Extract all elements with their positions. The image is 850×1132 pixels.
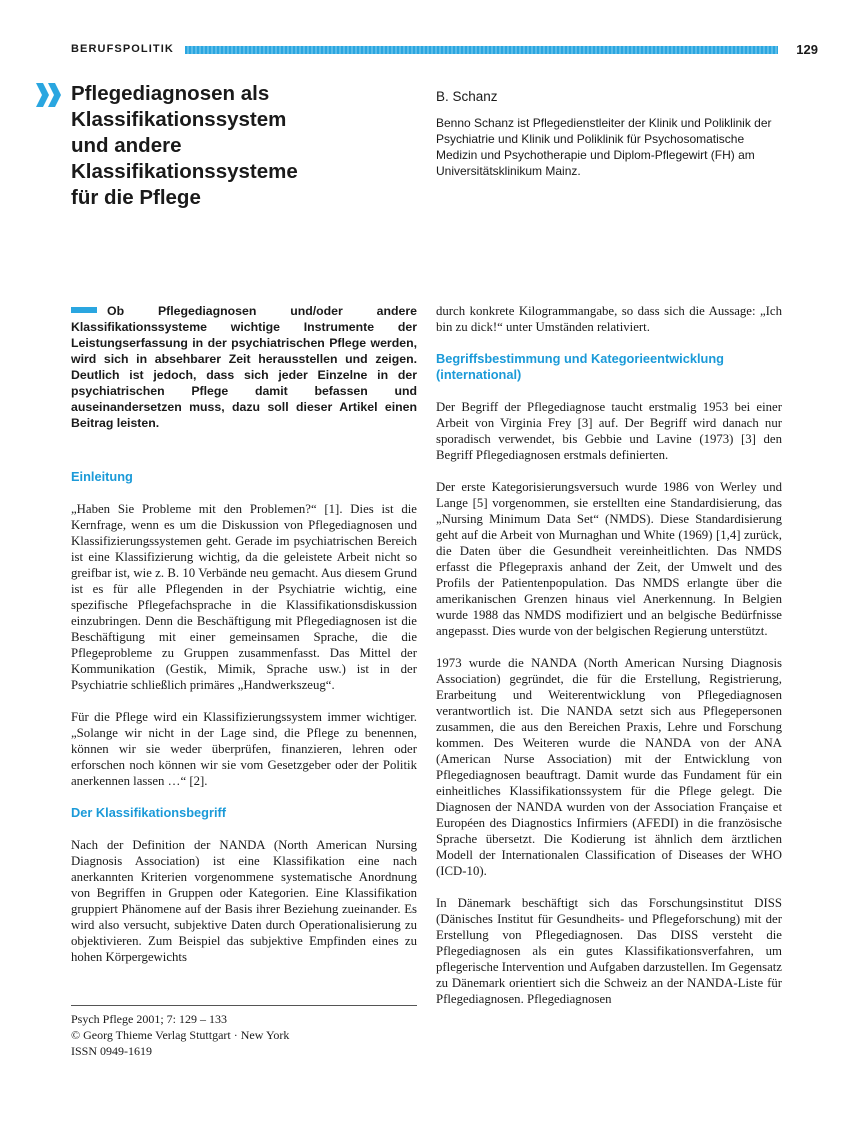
title-line: Klassifikationssystem [71,108,287,131]
heading-einleitung: Einleitung [71,469,133,484]
heading-klassifikationsbegriff: Der Klassifikationsbegriff [71,805,227,820]
footer-journal: Psych Pflege 2001; 7: 129 – 133 [71,1012,227,1026]
paragraph: 1973 wurde die NANDA (North American Nursing Diagnosis Association) gegründet, die für die Erstellung, Registrierung, Erarbeitung und Weiterentwicklung von Pflegediagnosen verantwortlich ist. Die NANDA setzt sich aus Pflegepersonen zusammen, die aus den Bereichen Praxis, Lehre und Forschung kommen. Des Weiteren wurde die NANDA von der ANA (American Nurse Association) mit der Entwicklung von Pflegediagnosen beauftragt. Damit wurde das Fundament für ein einheitliches Klassifikationssystem für die Pflege gelegt. Die Diagnosen der NANDA wurden von der Association Française et Européen des Diagnostics Infirmiers (AFEDI) in die französische Sprache übersetzt. Die Kodierung ist ähnlich dem ärztlichen Modell der Internationalen Classification of Diseases der WHO (ICD-10). [436,656,782,878]
paragraph: Der erste Kategorisierungsversuch wurde 1986 von Werley und Lange [5] vorgenommen, sie erstellten eine Standardisierung, das „Nursing Minimum Data Set“ (NMDS). Diese Standardisierung geht auf die Arbeit von Murnaghan und White (1969) [1,4] zurück, die Daten über die Gesundheit vereinheitlichten. Das NMDS erfasst die Pflegepraxis anhand der Zeit, der Umwelt und des Profils der Patientenpopulation. Das NMDS erlangte über die amerikanischen Grenzen hinaus viel Anerkennung. In Belgien wurde 1988 das NMDS modifiziert und an belgische Bedürfnisse angepasst. Dies wurde von der belgischen Regierung unterstützt. [436,480,782,638]
double-chevron-icon [36,83,62,107]
title-line: Pflegediagnosen als [71,82,270,105]
abstract-bar [71,307,97,313]
section-label: BERUFSPOLITIK [71,43,174,55]
paragraph: Für die Pflege wird ein Klassifizierungssystem immer wichtiger. „Solange wir nicht in der Lage sind, die Pflege zu benennen, können wir sie weder überprüfen, finanzieren, lehren oder erforschen noch können wir sie vom Gesetzgeber oder der Politik anerkennen lassen …“ [2]. [71,710,417,788]
paragraph: durch konkrete Kilogrammangabe, so dass sich die Aussage: „Ich bin zu dick!“ unter Umständen relativiert. [436,304,782,334]
footer-rule [71,1005,417,1006]
title-line: für die Pflege [71,186,201,209]
left-column [71,303,417,965]
paragraph: Der Begriff der Pflegediagnose taucht erstmalig 1953 bei einer Arbeit von Virginia Frey [3] auf. Der Begriff wird danach nur sporadisch verwendet, bis Gebbie und Lavine (1973) [3] den Begriff Pflegediagnosen erstmals definierten. [436,400,782,462]
right-column [436,303,782,1007]
title-line: und andere Klassifikationssysteme [71,134,298,183]
article-title [71,81,411,211]
abstract [71,303,417,431]
paragraph: In Dänemark beschäftigt sich das Forschungsinstitut DISS (Dänisches Institut für Gesundheits- und Pflegeforschung) mit der Erstellung von Pflegediagnosen. Das DISS versteht die Pflegediagnosen als ein gutes Klassifikationsverfahren, um pflegerische Intervention und Aufgaben darzustellen. Im Gegensatz zu Dänemark orientiert sich die Schweiz an der NANDA-Liste für Pflegediagnosen. Pflegediagnosen [436,896,782,1006]
heading-begriffsbestimmung: Begriffsbestimmung und Kategorieentwicklung (international) [436,351,724,382]
author-bio: Benno Schanz ist Pflegedienstleiter der Klinik und Poliklinik der Psychiatrie und Klinik und Poliklinik für Psychosomatische Medizin und Psychotherapie und Diplom-Pflegewirt (FH) am Universitätsklinikum Mainz. [436,116,772,178]
footer-issn: ISSN 0949-1619 [71,1044,153,1058]
footer [71,1011,289,1059]
paragraph: „Haben Sie Probleme mit den Problemen?“ [1]. Dies ist die Kernfrage, wenn es um die Diskussion von Pflegediagnosen und Klassifizierungssystemen geht. Gerade im psychiatrischen Bereich ist eine Klassifizierung wichtig, da die geleistete Arbeit nicht so greifbar ist, wie z. B. 10 Verbände neu gemacht. Aus diesem Grund ist es für alle Pflegenden in der Psychiatrie wichtig, eine spezifische Pflegefachsprache in die Klassifikationsdiskussion einzubringen. Denn die Beschäftigung mit Pflegediagnosen ist die Beschäftigung mit einer gemeinsamen Sprache, die die Pflegeprobleme zu Gruppen zusammenfasst. Das Mittel der Kommunikation (Gestik, Mimik, Sprache usw.) ist in der Psychiatrie schließlich primäres „Handwerkszeug“. [71,502,417,692]
footer-publisher: © Georg Thieme Verlag Stuttgart · New York [71,1028,290,1042]
abstract-text: Ob Pflegediagnosen und/oder andere Klassifikationssysteme wichtige Instrumente der Leistungserfassung in der psychiatrischen Pflege werden, wird sich in absehbarer Zeit herausstellen und zeigen. Deutlich ist jedoch, dass sich jeder Einzelne in der psychiatrischen Pflege damit befassen und auseinandersetzen muss, dazu soll dieser Artikel einen Beitrag leisten. [71,304,417,430]
author-name: B. Schanz [436,89,498,104]
paragraph: Nach der Definition der NANDA (North American Nursing Diagnosis Association) ist eine Klassifikation eine nach anerkannten Kriterien vorgenommene systematische Anordnung von Begriffen in Gruppen oder Kategorien. Eine Klassifikation gruppiert Phänomene auf der Basis ihrer Beziehung zueinander. Es wird also versucht, subjektive Daten durch Operationalisierung zu objektivieren. Zum Beispiel das subjektive Empfinden eines zu hohen Körpergewichts [71,838,417,964]
header-bar [185,46,778,54]
page-number: 129 [796,42,818,57]
